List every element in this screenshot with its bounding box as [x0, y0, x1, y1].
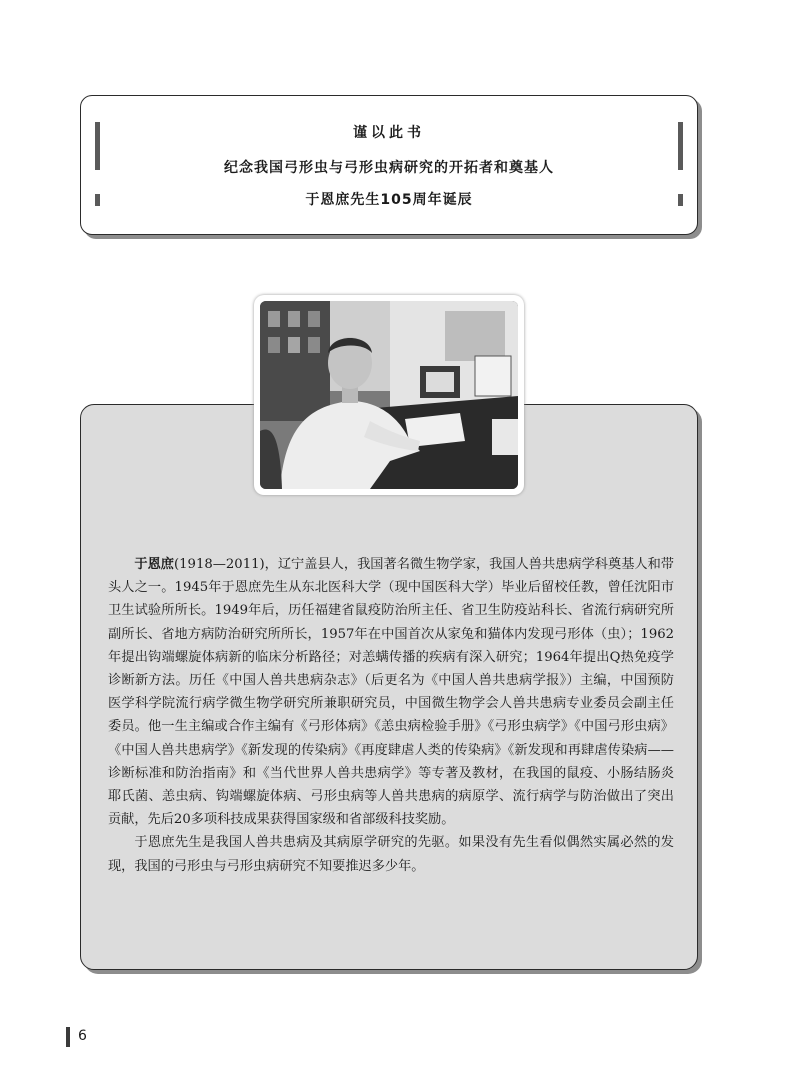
bio-text — [108, 553, 674, 878]
bio-name: 于恩庶 — [134, 557, 175, 572]
portrait-illustration — [260, 301, 518, 489]
bio-paragraph-2: 于恩庶先生是我国人兽共患病及其病原学研究的先驱。如果没有先生看似偶然实属必然的发现，我国的弓形虫与弓形虫病研究不知要推迟多少年。 — [108, 835, 674, 874]
bio-paragraph-1 — [108, 553, 674, 831]
dedication-line-2: 纪念我国弓形虫与弓形虫病研究的开拓者和奠基人 — [224, 160, 554, 176]
page-number-bar — [66, 1027, 70, 1047]
portrait-photo-frame — [254, 295, 524, 495]
page-number: 6 — [78, 1028, 87, 1044]
dedication-line-3: 于恩庶先生105周年诞辰 — [305, 192, 473, 208]
portrait-photo — [260, 301, 518, 489]
bio-paragraph-1-body: (1918—2011)，辽宁盖县人，我国著名微生物学家，我国人兽共患病学科奠基人和带头人之一。1945年于恩庶先生从东北医科大学（现中国医科大学）毕业后留校任教，曾任沈阳市卫生试验所所长。1949年后，历任福建省鼠疫防治所主任、省卫生防疫站科长、省流行病研究所副所长、省地方病防治研究所所长，1957年在中国首次从家兔和猫体内发现弓形体（虫）；1962年提出钩端螺旋体病新的临床分析路径；对恙螨传播的疾病有深入研究；1964年提出Q热免疫学诊断新方法。历任《中国人兽共患病杂志》（后更名为《中国人兽共患病学报》）主编，中国预防医学科学院流行病学微生物学研究所兼职研究员，中国微生物学会人兽共患病专业委员会副主任委员。他一生主编或合作主编有《弓形体病》《恙虫病检验手册》《弓形虫病学》《中国弓形虫病》《中国人兽共患病学》《新发现的传染病》《再度肆虐人类的传染病》《新发现和再肆虐传染病——诊断标准和防治指南》和《当代世界人兽共患病学》等专著及教材，在我国的鼠疫、小肠结肠炎耶氏菌、恙虫病、钩端螺旋体病、弓形虫病等人兽共患病的病原学、流行病学与防治做出了突出贡献，先后20多项科技成果获得国家级和省部级科技奖励。 — [108, 557, 674, 828]
dedication-box — [80, 95, 698, 235]
dedication-line-1: 谨以此书 — [353, 125, 425, 141]
